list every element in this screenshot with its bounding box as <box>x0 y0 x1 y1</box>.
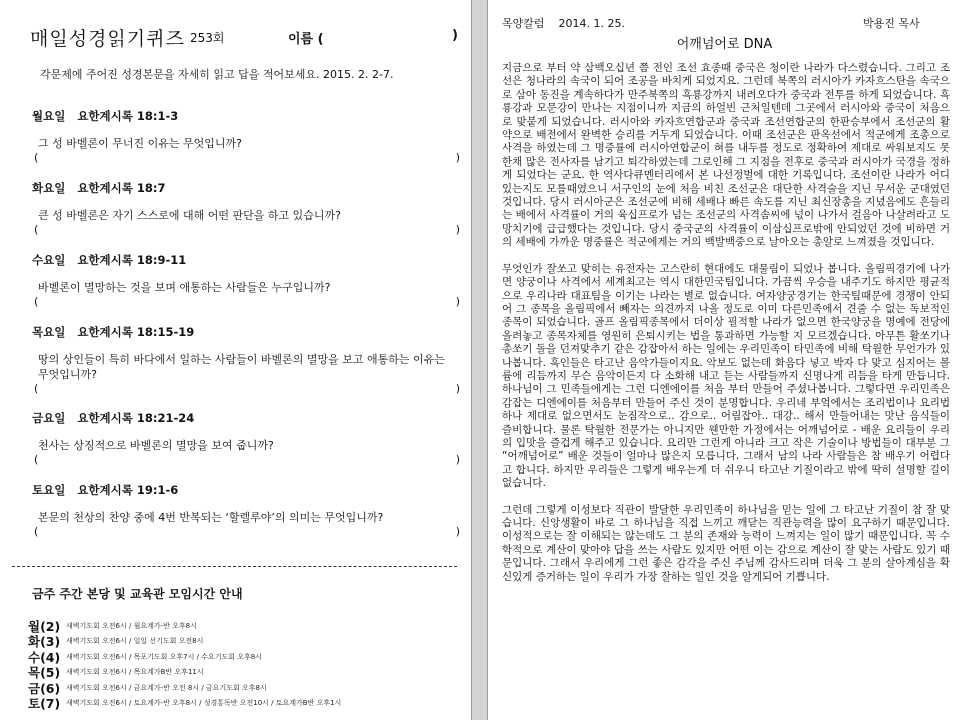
column-paragraph: 그런데 그렇게 이성보다 직관이 발달한 우리민족이 하나님을 믿는 일에 그 타고난 기질이 참 잘 맞습니다. 신앙생활이 바로 그 하나님을 직접 느끼고 깨닫는 직관능력을 많이 요구하기 때문입니다. 이성적으로는 잘 이해되는 않는데도 그 분의 존재와 능력이 느껴지는 일이 많기 때문입니다. 꼭 수학적으로 계산이 맞아야 답을 쓰는 사람도 있지만 어떤 이는 감으로 계산이 잘 맞는 사람도 있기 때문입니다. 그래서 우리에게 그런 좋은 감각을 주신 주님께 감사드리며 더욱 그 분의 살아계심을 확신있게 증거하는 일이 우리가 가장 잘하는 일인 것을 알게되어 기쁩니다. <box>502 503 950 583</box>
day-question: 본문의 천상의 찬양 중에 4번 반복되는 ‘할렐루야’의 의미는 무엇입니까? <box>38 511 384 524</box>
schedule-text: 새벽기도회 오전6시 / 목포기도회 오후7시 / 수요기도회 오후8시 <box>66 652 262 661</box>
answer-blank[interactable] <box>32 151 460 165</box>
quiz-page <box>0 0 472 720</box>
answer-blank[interactable] <box>32 382 460 396</box>
day-label: 월요일 <box>32 109 66 123</box>
schedule-row <box>28 680 468 696</box>
answer-open-paren: ( <box>34 525 39 538</box>
answer-blank[interactable] <box>32 453 460 467</box>
day-question: 땅의 상인들이 특히 바다에서 일하는 사람들이 바벨론의 멸망을 보고 애통하는 이유는 무엇입니까? <box>38 353 445 381</box>
day-section-tue <box>32 180 472 237</box>
quiz-episode: 253회 <box>190 31 225 45</box>
day-question: 천사는 상징적으로 바벨론의 멸망을 보여 줍니까? <box>38 439 274 452</box>
column-paragraph: 지금으로 부터 약 삼백오십년 쯤 전인 조선 효종때 중국은 청이란 나라가 다스렸습니다. 그리고 조선은 청나라의 속국이 되어 조공을 바치게 되었지요. 그런데 북쪽의 러시아가 카자흐스탄을 속국으로 삼아 동진을 계속하다가 만주북쪽의 흑룡강까지 내려오다가 중국과 전투를 하게 되었습니다. 흑룡강과 모문강이 만나는 지점이니까 지금의 하얼빈 근처일텐데 그곳에서 러시아와 중국이 처음으로 맞붙게 되었습니다. 러시아와 카자흐연합군과 중국과 조선연합군의 한판승부에서 조선군의 활약으로 배전에서 완벽한 승리를 거두게 되었습니다. 이때 조선군은 판옥선에서 적군에게 조총으로 사격을 하였는데 그 명중률에 러시아연합군이 혀를 내두를 정도로 정확하여 제대로 싸워보지도 못한채 많은 전사자를 남기고 퇴각하였는데 그로인해 그 지점을 전후로 중국과 러시아가 국경을 정하게 되었다는 군요. 한 역사다큐멘터리에서 본 나선정벌에 대한 기록입니다. 조선이란 나라가 어디 있는지도 모를때였으니 서구인의 눈에 처음 비친 조선군은 대단한 사격술을 지닌 무서운 군대였던 것입니다. 당시 러시아군은 조선군에 비해 세배나 빠른 속도를 지닌 최신장총을 지녔음에도 흔들리는 배에서 사격률이 거의 육십프로가 넘는 조선군의 사격솜씨에 넋이 나가서 걸음아 나살려라고 도망치기에 급급했다는 것입니다. 당시 중국군의 사격률이 이삼십프로밖에 안되었던 것에 비하면 거의 세배에 가까운 명중률은 적군에게는 거의 백발백중으로 날아오는 총알로 느껴졌을 것입니다. <box>502 62 950 249</box>
schedule-row <box>28 665 468 681</box>
answer-blank[interactable] <box>32 525 460 539</box>
day-reference: 요한계시록 18:1-3 <box>77 109 179 123</box>
day-section-thu <box>32 324 472 396</box>
day-reference: 요한계시록 18:21-24 <box>77 411 195 425</box>
day-label: 수요일 <box>32 253 66 267</box>
schedule-day: 토(7) <box>28 696 61 712</box>
schedule-day: 목(5) <box>28 665 61 681</box>
schedule-text: 새벽기도회 오전6시 / 금요계가-반 오전 8시 / 금요기도회 오후8시 <box>66 683 267 692</box>
day-section-wed <box>32 252 472 309</box>
schedule-day: 월(2) <box>28 618 61 634</box>
answer-blank[interactable] <box>32 295 460 309</box>
day-reference: 요한계시록 18:9-11 <box>77 253 187 267</box>
schedule-list <box>28 618 468 711</box>
day-reference: 요한계시록 18:15-19 <box>77 325 195 339</box>
day-label: 금요일 <box>32 411 66 425</box>
schedule-text: 새벽기도회 오전6시 / 일일 선기도회 오전8시 <box>66 637 204 646</box>
column-paragraph: 무엇인가 잘쏘고 맞히는 유전자는 고스란히 현대에도 대물림이 되었나 봅니다. 올림픽경기에 나가면 양궁이나 사격에서 세계최고는 역시 대한민국팀입니다. 가끔씩 우승을 내주기도 하지만 평균적으로 우리나라 대표팀을 이기는 나라는 별로 없습니다. 여자양궁경기는 한국팀때문에 경쟁이 안되어 그 종목을 올림픽에서 빼자는 의견까지 나올 정도로 이미 다른민족에서 견줄 수 없는 독보적인 종목이 되었습니다. 골프 올림픽종목에서 더이상 필적할 나라가 없으면 한국양궁을 명예에 전당에 올려놓고 종목자체를 영원히 은퇴시키는 법을 통과하면 가능할 지 모르겠습니다. 아무튼 활쏘기나 총쏘기 돌을 던져맞추기 같은 감잡아서 하는 일에는 우리민족이 타민족에 비해 탁월한 무언가가 있나봅니다. 흑인들은 타고난 음악가들이지요. 악보도 없는데 화음다 넣고 박자 다 맞고 심지어는 볼륨에 리듬까지 무슨 음악이든지 다 소화해 내고 듣는 사람들까지 신명나게 리듬을 타게 만듭니다. 하나님이 그 민족들에게는 그런 디엔에이를 처음 부터 만들어 주셨나봅니다. 그렇다면 우리민족은 감잡는 디엔에이를 처음부터 만들어 주신 것이 분명합니다. 우리네 부엌에서는 조리법이나 요리법 하나 제대로 없으면서도 눈짐작으로.. 감으로.. 어림잡아.. 대강.. 해서 만들어내는 맛난 음식들이 즐비합니다. 물론 탁월한 전문가는 아니지만 웬만한 가정에서는 어깨넘어로 - 배운 요리들이 우리의 입맛을 즐겁게 해주고 있습니다. 요리만 그런게 아니라 크고 작은 기술이나 방법들이 대부분 그 “어깨넘어로” 배운 것들이 얼마나 많은지 모릅니다. 그래서 남의 나라 사람들은 참 배우기 어렵다고 합니다. 하지만 우리들은 그렇게 배우는게 더 쉬우니 타고난 기질이라고 밖에 딱히 설명할 길이 없습니다. <box>502 262 950 490</box>
column-label: 목양칼럼 <box>502 17 545 30</box>
schedule-day: 수(4) <box>28 649 61 665</box>
column-date: 2014. 1. 25. <box>558 17 625 30</box>
column-title: 어깨넘어로 DNA <box>676 37 773 52</box>
schedule-row <box>28 649 468 665</box>
section-divider <box>12 566 457 567</box>
day-label: 토요일 <box>32 483 66 497</box>
name-field[interactable] <box>288 28 458 47</box>
schedule-text: 새벽기도회 오전6시 / 목요계가B반 오후11시 <box>66 668 204 677</box>
day-section-fri <box>32 410 472 467</box>
column-page <box>487 0 960 720</box>
schedule-row <box>28 634 468 650</box>
day-reference: 요한계시록 18:7 <box>77 181 166 195</box>
schedule-row <box>28 696 468 712</box>
answer-blank[interactable] <box>32 223 460 237</box>
name-label: 이름 ( <box>288 32 324 47</box>
day-question: 큰 성 바벨론은 자기 스스로에 대해 어떤 판단을 하고 있습니까? <box>38 209 341 222</box>
schedule-text: 새벽기도회 오전6시 / 월요계가-반 오후8시 <box>66 621 197 630</box>
answer-close-paren: ) <box>455 382 460 395</box>
answer-close-paren: ) <box>455 223 460 236</box>
schedule-text: 새벽기도회 오전6시 / 토요계가-반 오후8시 / 성경통독반 오전10시 / 토요계가B반 오후1시 <box>66 699 342 708</box>
answer-open-paren: ( <box>34 223 39 236</box>
answer-open-paren: ( <box>34 453 39 466</box>
day-question: 그 성 바벨론이 무너진 이유는 무엇입니까? <box>38 137 242 150</box>
answer-open-paren: ( <box>34 382 39 395</box>
column-body <box>502 62 950 597</box>
day-reference: 요한계시록 19:1-6 <box>77 483 179 497</box>
answer-close-paren: ) <box>455 151 460 164</box>
day-section-sat <box>32 482 472 539</box>
day-label: 화요일 <box>32 181 66 195</box>
schedule-title: 금주 주간 본당 및 교육관 모임시간 안내 <box>32 587 243 601</box>
day-label: 목요일 <box>32 325 66 339</box>
schedule-day: 금(6) <box>28 680 61 696</box>
schedule-day: 화(3) <box>28 634 61 650</box>
answer-close-paren: ) <box>455 525 460 538</box>
answer-open-paren: ( <box>34 295 39 308</box>
quiz-title: 매일성경읽기퀴즈 <box>30 28 185 50</box>
answer-close-paren: ) <box>455 295 460 308</box>
answer-close-paren: ) <box>455 453 460 466</box>
answer-open-paren: ( <box>34 151 39 164</box>
day-section-mon <box>32 108 472 165</box>
schedule-row <box>28 618 468 634</box>
column-author: 박용진 목사 <box>863 17 920 30</box>
day-question: 바벨론이 멸망하는 것을 보며 애통하는 사람들은 누구입니까? <box>38 281 331 294</box>
quiz-intro: 각문제에 주어진 성경본문을 자세히 읽고 답을 적어보세요. 2015. 2. 2-7. <box>40 68 394 81</box>
name-close-paren: ) <box>452 28 458 43</box>
column-header <box>502 15 625 31</box>
